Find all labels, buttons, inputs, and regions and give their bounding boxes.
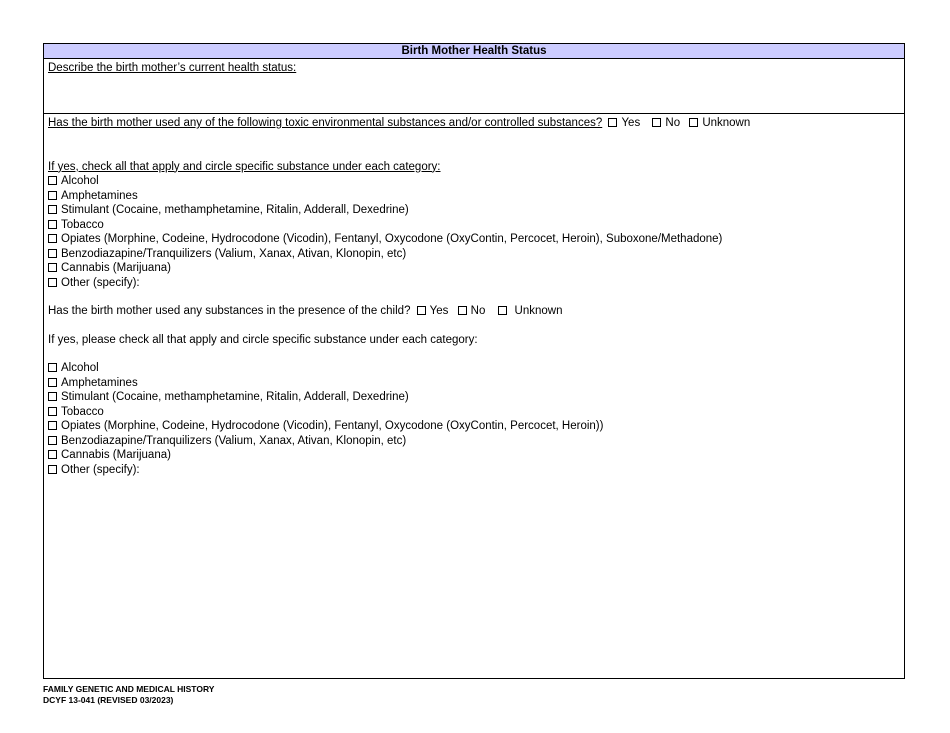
list1-tobacco-label: Tobacco bbox=[61, 218, 104, 231]
list1-cannabis-checkbox[interactable] bbox=[48, 263, 57, 272]
list2-benzodiazapine-checkbox[interactable] bbox=[48, 436, 57, 445]
list2-item-alcohol bbox=[48, 361, 900, 376]
list1-alcohol-label: Alcohol bbox=[61, 175, 99, 187]
list2-opiates-label: Opiates (Morphine, Codeine, Hydrocodone (Vicodin), Fentanyl, Oxycodone (OxyContin, Percocet, Heroin)) bbox=[61, 420, 604, 432]
presence-unknown-checkbox[interactable] bbox=[498, 306, 507, 315]
list2-item-other bbox=[48, 463, 900, 478]
list1-item-other bbox=[48, 276, 900, 291]
list1-opiates-checkbox[interactable] bbox=[48, 234, 57, 243]
list1-opiates-label: Opiates (Morphine, Codeine, Hydrocodone (Vicodin), Fentanyl, Oxycodone (OxyContin, Percocet, Heroin), Suboxone/Methadone) bbox=[61, 233, 723, 245]
list1-item-alcohol bbox=[48, 174, 900, 189]
list1-cannabis-label: Cannabis (Marijuana) bbox=[61, 262, 171, 274]
list1-amphetamines-label: Amphetamines bbox=[61, 189, 138, 202]
list2-item-amphetamines bbox=[48, 376, 900, 391]
list2-benzodiazapine-label: Benzodiazapine/Tranquilizers (Valium, Xanax, Ativan, Klonopin, etc) bbox=[61, 434, 407, 447]
list1-item-stimulant bbox=[48, 203, 900, 218]
list1-amphetamines-checkbox[interactable] bbox=[48, 191, 57, 200]
footer-form-title: FAMILY GENETIC AND MEDICAL HISTORY bbox=[43, 684, 215, 694]
list1-item-amphetamines bbox=[48, 189, 900, 204]
toxic-no-label: No bbox=[665, 117, 681, 129]
list2-tobacco-checkbox[interactable] bbox=[48, 407, 57, 416]
list1-other-label: Other (specify): bbox=[61, 276, 140, 289]
list2 bbox=[48, 361, 900, 477]
presence-no-label: No bbox=[470, 305, 486, 317]
list2-item-cannabis bbox=[48, 448, 900, 463]
list2-stimulant-checkbox[interactable] bbox=[48, 392, 57, 401]
toxic-substances-question: Has the birth mother used any of the following toxic environmental substances and/or controlled substances? bbox=[48, 117, 603, 129]
list2-alcohol-checkbox[interactable] bbox=[48, 363, 57, 372]
presence-unknown-label: Unknown bbox=[514, 305, 563, 317]
list1 bbox=[48, 174, 900, 290]
toxic-yes-label: Yes bbox=[621, 117, 641, 129]
list1-benzodiazapine-checkbox[interactable] bbox=[48, 249, 57, 258]
presence-yes-checkbox[interactable] bbox=[417, 306, 426, 315]
footer-form-number: DCYF 13-041 (REVISED 03/2023) bbox=[43, 695, 174, 705]
list2-cannabis-checkbox[interactable] bbox=[48, 450, 57, 459]
list2-alcohol-label: Alcohol bbox=[61, 362, 99, 374]
toxic-unknown-label: Unknown bbox=[702, 117, 751, 129]
health-status-prompt: Describe the birth mother’s current health status: bbox=[48, 62, 297, 74]
list2-item-opiates bbox=[48, 419, 900, 434]
presence-yes-label: Yes bbox=[429, 305, 449, 317]
list1-stimulant-label: Stimulant (Cocaine, methamphetamine, Ritalin, Adderall, Dexedrine) bbox=[61, 204, 409, 216]
list2-other-label: Other (specify): bbox=[61, 463, 140, 476]
list1-item-benzodiazapine bbox=[48, 247, 900, 262]
list2-stimulant-label: Stimulant (Cocaine, methamphetamine, Ritalin, Adderall, Dexedrine) bbox=[61, 391, 409, 403]
health-status-section bbox=[44, 59, 904, 114]
presence-question: Has the birth mother used any substances in the presence of the child? bbox=[48, 305, 411, 317]
list2-tobacco-label: Tobacco bbox=[61, 405, 104, 418]
substances-section bbox=[44, 114, 904, 477]
section-header: Birth Mother Health Status bbox=[44, 44, 904, 59]
toxic-no-checkbox[interactable] bbox=[652, 118, 661, 127]
presence-question-row bbox=[48, 304, 900, 319]
list1-item-cannabis bbox=[48, 261, 900, 276]
list1-stimulant-checkbox[interactable] bbox=[48, 205, 57, 214]
list2-heading: If yes, please check all that apply and circle specific substance under each category: bbox=[48, 333, 478, 346]
list2-cannabis-label: Cannabis (Marijuana) bbox=[61, 449, 171, 461]
list2-opiates-checkbox[interactable] bbox=[48, 421, 57, 430]
list2-other-checkbox[interactable] bbox=[48, 465, 57, 474]
toxic-yes-checkbox[interactable] bbox=[608, 118, 617, 127]
form-section bbox=[43, 43, 905, 679]
list1-other-checkbox[interactable] bbox=[48, 278, 57, 287]
list1-tobacco-checkbox[interactable] bbox=[48, 220, 57, 229]
list1-benzodiazapine-label: Benzodiazapine/Tranquilizers (Valium, Xanax, Ativan, Klonopin, etc) bbox=[61, 247, 407, 260]
list2-amphetamines-checkbox[interactable] bbox=[48, 378, 57, 387]
list2-item-benzodiazapine bbox=[48, 434, 900, 449]
list1-alcohol-checkbox[interactable] bbox=[48, 176, 57, 185]
list2-item-stimulant bbox=[48, 390, 900, 405]
toxic-unknown-checkbox[interactable] bbox=[689, 118, 698, 127]
form-footer bbox=[43, 684, 214, 706]
presence-no-checkbox[interactable] bbox=[458, 306, 467, 315]
list2-item-tobacco bbox=[48, 405, 900, 420]
toxic-substances-question-row bbox=[48, 116, 900, 131]
list1-item-tobacco bbox=[48, 218, 900, 233]
list2-amphetamines-label: Amphetamines bbox=[61, 376, 138, 389]
list1-heading: If yes, check all that apply and circle specific substance under each category: bbox=[48, 160, 441, 173]
list1-item-opiates bbox=[48, 232, 900, 247]
